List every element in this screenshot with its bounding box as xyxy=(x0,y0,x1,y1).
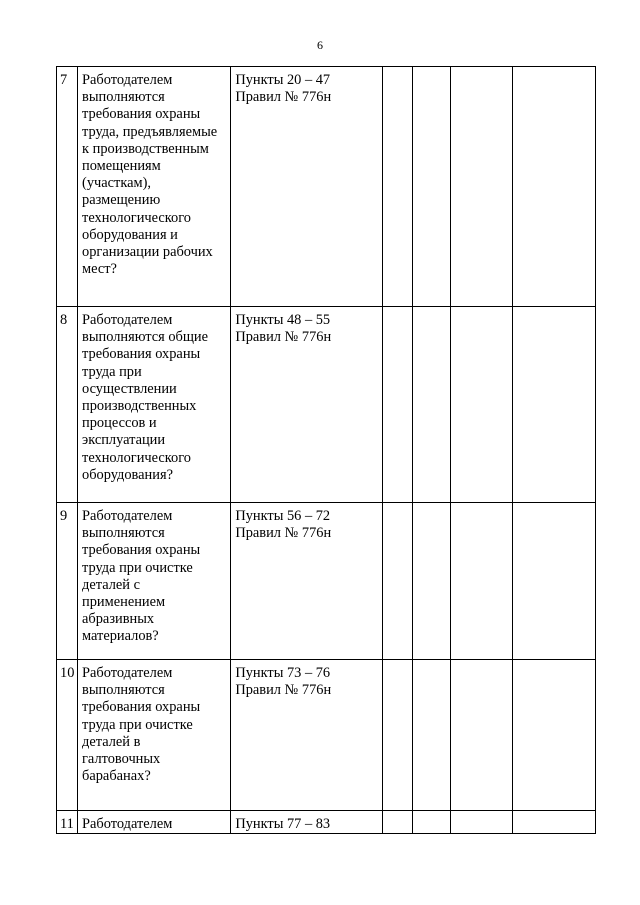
row-number: 10 xyxy=(60,665,75,681)
checklist-table xyxy=(56,66,596,834)
row-number: 8 xyxy=(60,312,68,328)
answer-not-applicable-cell[interactable] xyxy=(450,307,512,503)
answer-no-cell[interactable] xyxy=(412,67,450,307)
row-number-cell xyxy=(57,811,78,834)
answer-yes-cell[interactable] xyxy=(382,67,412,307)
table-row xyxy=(57,503,596,660)
row-number: 9 xyxy=(60,508,68,524)
row-number-cell xyxy=(57,67,78,307)
table-row xyxy=(57,660,596,811)
answer-no-cell[interactable] xyxy=(412,503,450,660)
row-number-cell xyxy=(57,503,78,660)
row-number-cell xyxy=(57,660,78,811)
reference-text: Пункты 56 – 72 Правил № 776н xyxy=(235,508,332,542)
notes-cell[interactable] xyxy=(512,660,595,811)
page-number: 6 xyxy=(317,38,323,52)
answer-yes-cell[interactable] xyxy=(382,307,412,503)
question-text: Работодателем выполняются требования охраны труда, предъявляемые к производственным помещениям (участкам), размещению технологического оборудования и организации рабочих мест? xyxy=(82,72,218,278)
answer-not-applicable-cell[interactable] xyxy=(450,811,512,834)
table-row xyxy=(57,811,596,834)
question-cell xyxy=(78,503,231,660)
answer-yes-cell[interactable] xyxy=(382,811,412,834)
table-row xyxy=(57,307,596,503)
reference-text: Пункты 73 – 76 Правил № 776н xyxy=(235,665,332,699)
notes-cell[interactable] xyxy=(512,307,595,503)
question-cell xyxy=(78,660,231,811)
reference-cell xyxy=(231,811,382,834)
reference-cell xyxy=(231,503,382,660)
notes-cell[interactable] xyxy=(512,503,595,660)
answer-not-applicable-cell[interactable] xyxy=(450,660,512,811)
question-cell xyxy=(78,307,231,503)
notes-cell[interactable] xyxy=(512,67,595,307)
question-text: Работодателем выполняются общие требования охраны труда при осуществлении производственных процессов и эксплуатации технологического оборудования? xyxy=(82,312,209,483)
answer-no-cell[interactable] xyxy=(412,307,450,503)
question-cell xyxy=(78,811,231,834)
question-text: Работодателем выполняются требования охраны труда при очистке деталей в галтовочных барабанах? xyxy=(82,665,201,785)
notes-cell[interactable] xyxy=(512,811,595,834)
question-cell xyxy=(78,67,231,307)
row-number-cell xyxy=(57,307,78,503)
reference-cell xyxy=(231,660,382,811)
reference-cell xyxy=(231,307,382,503)
row-number: 7 xyxy=(60,72,68,88)
row-number: 11 xyxy=(60,816,74,832)
table-row xyxy=(57,67,596,307)
question-text: Работодателем выполняются требования охраны труда при очистке деталей с применением абразивных материалов? xyxy=(82,508,201,645)
answer-no-cell[interactable] xyxy=(412,660,450,811)
reference-text: Пункты 77 – 83 xyxy=(235,816,331,832)
reference-cell xyxy=(231,67,382,307)
answer-no-cell[interactable] xyxy=(412,811,450,834)
answer-not-applicable-cell[interactable] xyxy=(450,67,512,307)
answer-yes-cell[interactable] xyxy=(382,660,412,811)
answer-yes-cell[interactable] xyxy=(382,503,412,660)
answer-not-applicable-cell[interactable] xyxy=(450,503,512,660)
reference-text: Пункты 48 – 55 Правил № 776н xyxy=(235,312,332,346)
reference-text: Пункты 20 – 47 Правил № 776н xyxy=(235,72,332,106)
question-text: Работодателем xyxy=(82,816,173,832)
